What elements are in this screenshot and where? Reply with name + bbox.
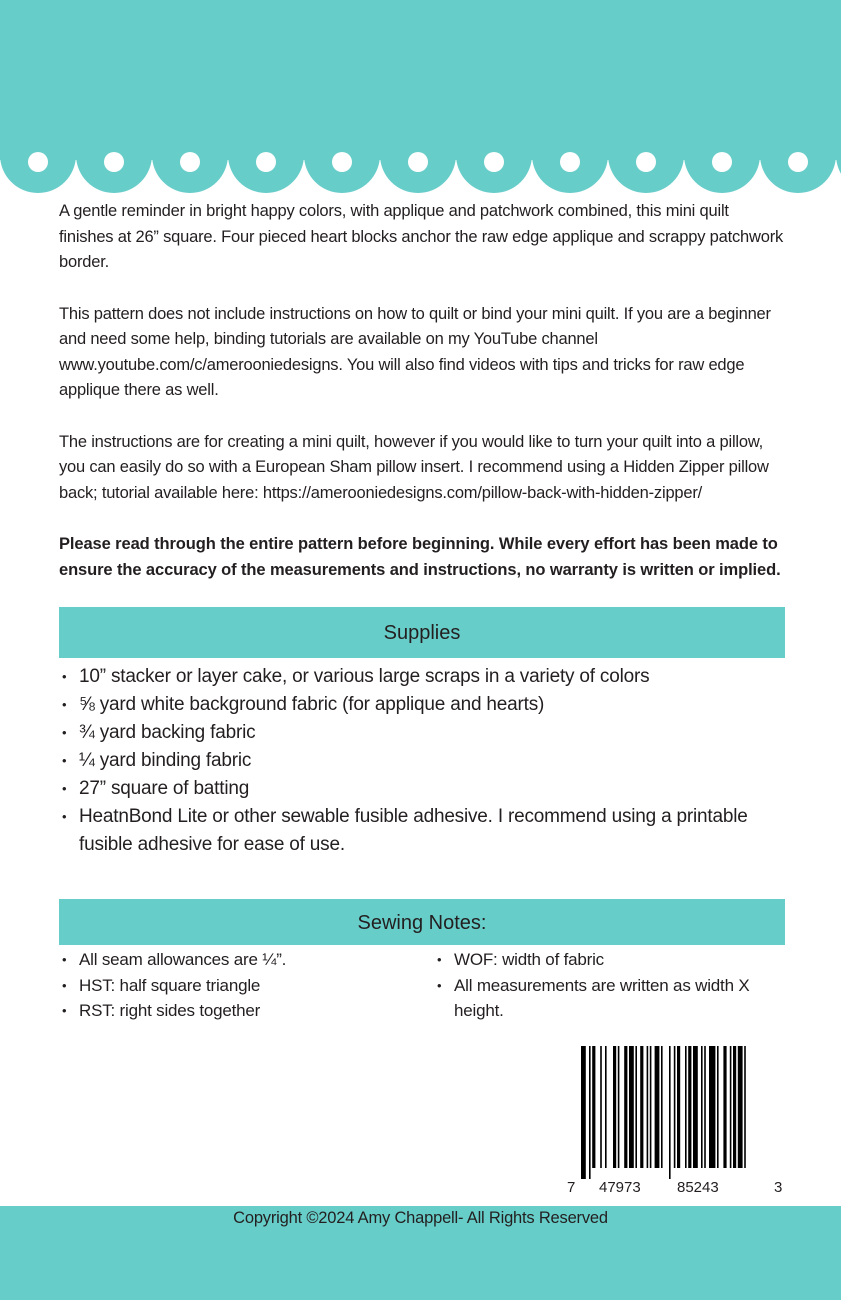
barcode-bar xyxy=(640,1046,643,1168)
supply-item: • ¾ yard backing fabric xyxy=(59,719,785,747)
supplies-heading: Supplies xyxy=(59,607,785,658)
sewing-notes-right-list xyxy=(434,947,764,1024)
barcode-bar xyxy=(635,1046,637,1168)
barcode-bar xyxy=(605,1046,607,1168)
barcode-bar xyxy=(685,1046,687,1168)
scallop-dot xyxy=(484,152,504,172)
barcode-bar xyxy=(701,1046,703,1168)
intro-paragraph: A gentle reminder in bright happy colors, with applique and patchwork combined, this mini quilt finishes at 26” square. Four pieced heart blocks anchor the raw edge applique and scrappy patchwork border. xyxy=(59,202,784,271)
sewing-note-item: • RST: right sides together xyxy=(59,998,399,1024)
scallop-dot xyxy=(560,152,580,172)
barcode-bar xyxy=(688,1046,691,1168)
barcode-bar xyxy=(738,1046,743,1168)
barcode xyxy=(565,1046,785,1204)
barcode-bar xyxy=(717,1046,719,1168)
scallop-dot xyxy=(180,152,200,172)
barcode-digit-group: 47973 xyxy=(599,1179,641,1196)
barcode-bar xyxy=(733,1046,736,1168)
sewing-note-item: • All seam allowances are ¼”. xyxy=(59,947,399,973)
disclaimer: Please read through the entire pattern before beginning. While every effort has been made to ensure the accuracy of the measurements and instructions, no warranty is written or implied. xyxy=(59,535,781,579)
barcode-bar xyxy=(581,1046,586,1179)
barcode-bar xyxy=(650,1046,652,1168)
copyright-text: Copyright ©2024 Amy Chappell- All Rights Reserved xyxy=(233,1209,608,1227)
barcode-bar xyxy=(592,1046,595,1168)
barcode-bar xyxy=(661,1046,663,1168)
barcode-bar xyxy=(647,1046,649,1168)
sewing-note-item: • All measurements are written as width X height. xyxy=(434,973,764,1024)
scallop-dot xyxy=(104,152,124,172)
intro-paragraph: The instructions are for creating a mini quilt, however if you would like to turn your quilt into a pillow, you can easily do so with a European Sham pillow insert. I recommend using a Hidden Zipper pillow back; tutorial available here: https://amerooniedesigns.com/pillow-back-with-hidden-zipper/ xyxy=(59,432,769,502)
barcode-bar xyxy=(655,1046,660,1168)
scallop-dot xyxy=(636,152,656,172)
supplies-list xyxy=(59,663,785,859)
barcode-bar xyxy=(669,1046,671,1179)
barcode-bar xyxy=(709,1046,715,1168)
scallop-dot xyxy=(712,152,732,172)
barcode-bar xyxy=(589,1046,591,1179)
barcode-bar xyxy=(600,1046,602,1168)
barcode-digit-group: 3 xyxy=(774,1179,783,1196)
scallop-dot xyxy=(256,152,276,172)
intro-paragraph: This pattern does not include instructions on how to quilt or bind your mini quilt. If you are a beginner and need some help, binding tutorials are available on my YouTube channel www.youtube.com/c/amerooniedesigns. You will also find videos with tips and tricks for raw edge applique there as well. xyxy=(59,304,771,399)
supply-item: • 27” square of batting xyxy=(59,775,785,803)
supply-item: • 10” stacker or layer cake, or various large scraps in a variety of colors xyxy=(59,663,785,691)
barcode-bar xyxy=(618,1046,620,1168)
supply-item: • HeatnBond Lite or other sewable fusible adhesive. I recommend using a printable fusible adhesive for ease of use. xyxy=(59,803,785,859)
scallop-dot xyxy=(788,152,808,172)
barcode-bar xyxy=(704,1046,706,1168)
supply-item: • ⅝ yard white background fabric (for applique and hearts) xyxy=(59,691,785,719)
sewing-notes-heading: Sewing Notes: xyxy=(59,899,785,945)
barcode-bar xyxy=(629,1046,634,1168)
barcode-bar xyxy=(677,1046,680,1168)
barcode-bar xyxy=(730,1046,732,1168)
scallop-border xyxy=(0,0,841,195)
barcode-bar xyxy=(723,1046,726,1168)
sewing-notes-left-list xyxy=(59,947,399,1024)
barcode-bar xyxy=(624,1046,627,1168)
barcode-digit-group: 7 xyxy=(567,1179,576,1196)
barcode-bar xyxy=(674,1046,676,1168)
intro-text xyxy=(59,199,785,609)
sewing-note-item: • HST: half square triangle xyxy=(59,973,399,999)
scallop-dot xyxy=(408,152,428,172)
sewing-note-item: • WOF: width of fabric xyxy=(434,947,764,973)
header-scallop-band xyxy=(0,0,841,195)
supply-item: • ¼ yard binding fabric xyxy=(59,747,785,775)
barcode-bar xyxy=(744,1046,746,1168)
barcode-bars xyxy=(565,1046,785,1179)
barcode-bar xyxy=(613,1046,616,1168)
barcode-bar xyxy=(693,1046,698,1168)
barcode-digits xyxy=(565,1179,785,1201)
barcode-digit-group: 85243 xyxy=(677,1179,719,1196)
scallop-dot xyxy=(28,152,48,172)
scallop-dot xyxy=(332,152,352,172)
